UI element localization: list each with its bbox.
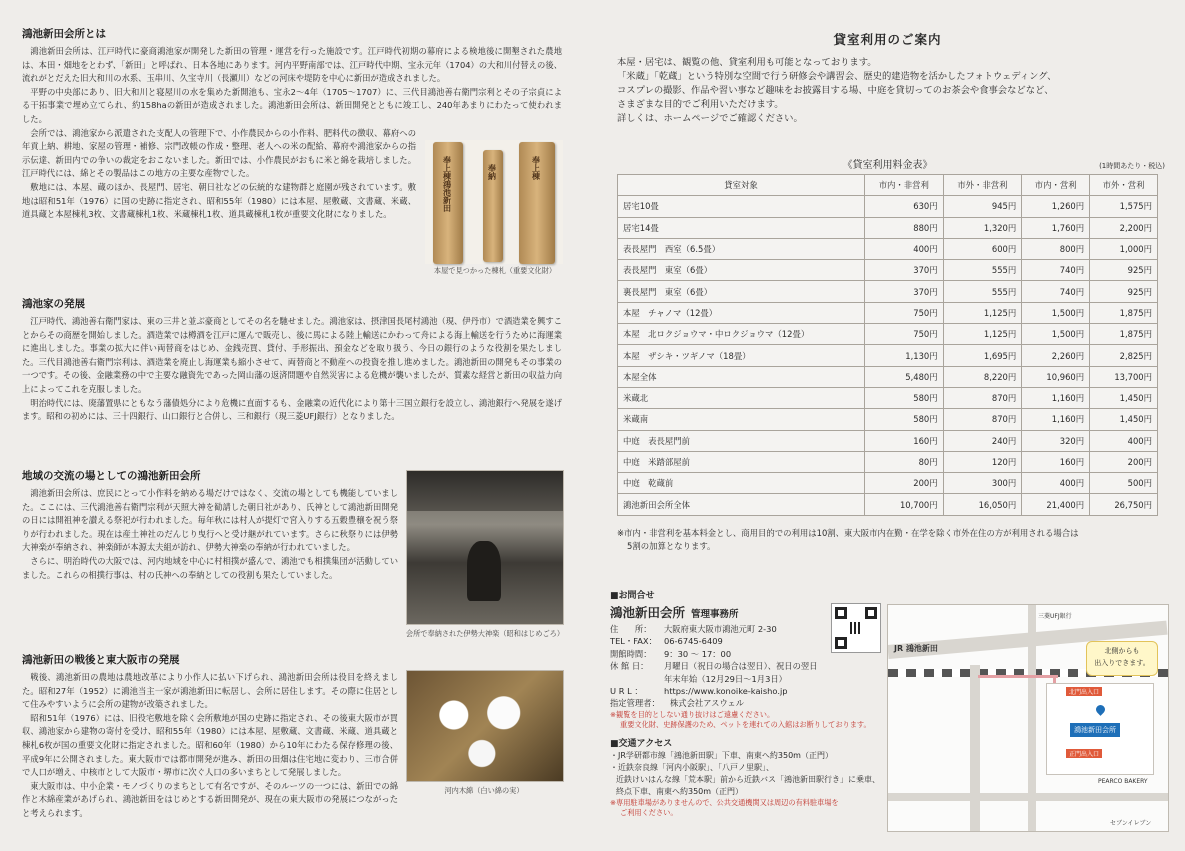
paragraph: 明治時代には、廃藩置県にともなう藩債処分により危機に直面するも、金融業の近代化により第十三国立銀行を設立し、鴻池銀行へ発展を遂げます。昭和の初めには、三十四銀行、山口銀行と合併し、三和銀行（現三菱UFJ銀行）となりました。 [22, 397, 562, 422]
room-name-cell: 米蔵北 [618, 387, 865, 408]
price-cell: 1,875円 [1090, 324, 1158, 345]
access-block: ■交通アクセス ・JR学研都市線「鴻池新田駅」下車、南東へ約350m（正門） ・近鉄奈良線「河内小阪駅」、「八戸ノ里駅」、 近鉄けいはんな線「荒本駅」前から近鉄バス「鴻池新田駅行き」に乗車、 終点下車、南東へ約350m（正門） ※専用駐車場がありませんので、公共交通機関又は周辺の有料駐車場を ご利用ください。 [610, 739, 880, 817]
price-cell: 21,400円 [1022, 494, 1090, 515]
room-name-cell: 中庭 乾蔵前 [618, 473, 865, 494]
price-cell: 1,320円 [943, 217, 1022, 238]
room-name-cell: 本屋 北ロクジョウマ・中ロクジョウマ（12畳） [618, 324, 865, 345]
photo-caption: 本屋で見つかった棟札（重要文化財） [433, 266, 557, 275]
table-header-row: 貸室対象 市内・非営利 市外・非営利 市内・営利 市外・営利 [618, 175, 1158, 196]
room-name-cell: 居宅14畳 [618, 217, 865, 238]
table-row [618, 281, 1158, 302]
closed-days: 月曜日（祝日の場合は翌日）、祝日の翌日 [664, 661, 818, 672]
photo-caption: 会所で奉納された伊勢大神楽（昭和はじめごろ） [405, 629, 565, 638]
price-cell: 1,260円 [1022, 196, 1090, 217]
price-cell: 1,450円 [1090, 387, 1158, 408]
paragraph: 昭和51年（1976）には、旧役宅敷地を除く会所敷地が国の史跡に指定され、その後東大阪市が買収、鴻池家から建物の寄付を受け、昭和55年（1980）には本屋、屋敷蔵、文書蔵、米蔵、道具蔵と棟札6枚が国の重要文化財に指定されました。昭和60年（1980）から10年にわたる保存修理の後、平成9年に公開されました。東大阪市では都市開発が進み、新田の田畑は住宅地に変わり、三市合併で人口が増え、中核市として大阪市・堺市に次ぐ人口の多いまちとして発展しました。 [22, 712, 398, 778]
price-cell: 1,575円 [1090, 196, 1158, 217]
table-row [618, 409, 1158, 430]
room-name-cell: 表長屋門 西室（6.5畳） [618, 238, 865, 259]
munafuda-photo: 奉上棟鴻池新田 奉納 奉上棟 [425, 140, 563, 264]
price-cell: 200円 [1090, 451, 1158, 472]
room-name-cell: 鴻池新田会所全体 [618, 494, 865, 515]
price-cell: 740円 [1022, 260, 1090, 281]
price-cell: 320円 [1022, 430, 1090, 451]
price-cell: 600円 [943, 238, 1022, 259]
price-cell: 300円 [943, 473, 1022, 494]
room-name-cell: 表長屋門 東室（6畳） [618, 260, 865, 281]
phone: 06-6745-6409 [664, 636, 723, 647]
price-cell: 870円 [943, 409, 1022, 430]
price-cell: 1,125円 [943, 302, 1022, 323]
address: 大阪府東大阪市鴻池元町 2-30 [664, 624, 777, 634]
table-row [618, 345, 1158, 366]
price-cell: 945円 [943, 196, 1022, 217]
price-cell: 13,700円 [1090, 366, 1158, 387]
price-cell: 2,260円 [1022, 345, 1090, 366]
price-cell: 1,500円 [1022, 324, 1090, 345]
access-heading: ■交通アクセス [610, 739, 673, 749]
room-name-cell: 米蔵南 [618, 409, 865, 430]
price-cell: 400円 [1022, 473, 1090, 494]
paragraph: さらに、明治時代の大阪では、河内地域を中心に村相撲が盛んで、鴻池でも相撲集団が活動していました。これらの相撲行事は、村の氏神への奉納としての役割も果たしていました。 [22, 555, 398, 580]
price-cell: 240円 [943, 430, 1022, 451]
table-row [618, 473, 1158, 494]
price-cell: 370円 [865, 260, 944, 281]
price-cell: 580円 [865, 387, 944, 408]
price-cell: 580円 [865, 409, 944, 430]
room-name-cell: 居宅10畳 [618, 196, 865, 217]
section-postwar [22, 652, 398, 821]
table-row [618, 238, 1158, 259]
price-cell: 8,220円 [943, 366, 1022, 387]
price-cell: 870円 [943, 387, 1022, 408]
warning-text: 重要文化財、史跡保護のため、ペットを連れての入館はお断りしております。 [620, 719, 871, 729]
room-name-cell: 本屋 ザシキ・ツギノマ（18畳） [618, 345, 865, 366]
table-row [618, 217, 1158, 238]
price-cell: 1,160円 [1022, 387, 1090, 408]
price-cell: 1,500円 [1022, 302, 1090, 323]
photo-caption: 河内木綿（白い綿の実） [444, 786, 524, 795]
manager: 株式会社アスウェル [670, 698, 745, 709]
room-name-cell: 中庭 表長屋門前 [618, 430, 865, 451]
north-gate-label: 北門出入口 [1066, 687, 1102, 696]
price-cell: 5,480円 [865, 366, 944, 387]
price-cell: 370円 [865, 281, 944, 302]
callout-north-entrance: 北側からも 出入りできます。 [1086, 641, 1158, 676]
table-row [618, 494, 1158, 515]
price-cell: 10,960円 [1022, 366, 1090, 387]
bank-label: 三菱UFJ銀行 [1038, 613, 1072, 620]
section-title: 地域の交流の場としての鴻池新田会所 [22, 470, 201, 482]
price-cell: 120円 [943, 451, 1022, 472]
fee-note: ※市内・非営利を基本料金とし、商用目的での利用は10割、東大阪市内在勤・在学を除く市外在住の方が利用される場合は 5割の加算となります。 [617, 528, 1079, 551]
table-row [618, 260, 1158, 281]
station-label: JR 鴻池新田 [894, 644, 938, 653]
warning-text: ※観覧を目的としない通り抜けはご遠慮ください。 [610, 709, 775, 719]
organization-name: 鴻池新田会所 管理事務所 [610, 605, 739, 620]
section-title: 鴻池新田会所とは [22, 28, 106, 40]
table-row [618, 366, 1158, 387]
fee-table [617, 174, 1158, 516]
website-link[interactable]: https://www.konoike-kaisho.jp [664, 686, 788, 697]
paragraph: 東大阪市は、中小企業・モノづくりのまちとして有名ですが、そのルーツの一つには、新田での綿作と木綿産業があげられ、鴻池新田をはじめとする新田開発が、現在の東大阪市の発展につながったと考えられます。 [22, 780, 398, 818]
cotton-photo [406, 670, 564, 782]
price-cell: 1,130円 [865, 345, 944, 366]
opening-hours: 9：30 ～ 17：00 [664, 648, 732, 659]
price-cell: 1,875円 [1090, 302, 1158, 323]
price-cell: 1,160円 [1022, 409, 1090, 430]
price-cell: 800円 [1022, 238, 1090, 259]
paragraph: 鴻池新田会所は、江戸時代に豪商鴻池家が開発した新田の管理・運営を行った施設です。江戸時代初期の幕府による検地後に開墾された農地は、本田・畑地をとわず、「新田」と呼ばれ、日本各地にあります。河内平野南部では、江戸時代中期、宝永元年（1704）の大和川付替えの後、流れがとだえた旧大和川の水系、玉串川、久宝寺川（長瀬川）などの河床や堤防を中心に新田が造成されました。 [22, 46, 562, 84]
paragraph: 戦後、鴻池新田の農地は農地改革により小作人に払い下げられ、鴻池新田会所は役目を終えました。昭和27年（1952）に鴻池当主一家が鴻池新田に転居し、会所に居住します。その際に住居として住みやすいように会所の建物が改築されました。 [22, 672, 398, 710]
price-cell: 160円 [865, 430, 944, 451]
price-cell: 10,700円 [865, 494, 944, 515]
rental-column [590, 0, 1185, 851]
table-row [618, 451, 1158, 472]
price-cell: 400円 [865, 238, 944, 259]
fee-table-title: 《貸室利用料金表》 [842, 160, 933, 171]
price-cell: 740円 [1022, 281, 1090, 302]
room-name-cell: 裏長屋門 東室（6畳） [618, 281, 865, 302]
price-cell: 750円 [865, 324, 944, 345]
paragraph: 平野の中央部にあり、旧大和川と寝屋川の水を集めた新開池も、宝永2～4年（1705～1707）に、三代目鴻池善右衛門宗利とその子宗貞による干拓事業で埋め立てられ、約158haの新田が造成されました。鴻池新田会所は、新田開発とともに竣工し、240年あまりにわたって使われました。 [22, 86, 562, 124]
price-cell: 925円 [1090, 260, 1158, 281]
bakery-label: PEARCO BAKERY [1098, 778, 1148, 785]
price-cell: 2,825円 [1090, 345, 1158, 366]
history-column [0, 0, 590, 851]
table-row [618, 196, 1158, 217]
price-cell: 880円 [865, 217, 944, 238]
room-name-cell: 本屋全体 [618, 366, 865, 387]
price-cell: 750円 [865, 302, 944, 323]
price-cell: 26,750円 [1090, 494, 1158, 515]
qr-code-icon[interactable] [831, 603, 881, 653]
price-cell: 925円 [1090, 281, 1158, 302]
section-community [22, 468, 398, 582]
rental-intro: 本屋・居宅は、観覧の他、貸室利用も可能となっております。 「米蔵」「乾蔵」という特別な空間で行う研修会や講習会、歴史的建造物を活かしたフォトウェディング、 コスプレの撮影、作品や習い事など趣味をお披露目する場、中庭を貸切ってのお茶会や食事会などなど、 さまざまな目的でご利用いただけます。 詳しくは、ホームページでご確認ください。 [617, 57, 1057, 124]
south-gate-label: 正門出入口 [1066, 749, 1102, 758]
table-row [618, 302, 1158, 323]
paragraph: 会所では、鴻池家から派遣された支配人の管理下で、小作農民からの小作料、肥料代の徴収、幕府への年貢上納、耕地、家屋の管理・補修、宗門改帳の作成・整理、老人への米の配給、幕府や鴻池家からの指示伝達、新田内での争いの裁定をおこないました。新田では、小作農民がおもに米と綿を栽培しました。江戸時代には、綿とその製品はこの地方の主要な産物でした。 [22, 127, 416, 179]
price-cell: 555円 [943, 260, 1022, 281]
fee-table-unit: (1時間あたり・税込) [1099, 162, 1165, 170]
paragraph: 鴻池新田会所は、庶民にとって小作料を納める場だけではなく、交流の場としても機能していました。ここには、三代鴻池善右衛門宗利が天照大神を勧請した朝日社があり、氏神として鴻池新田開発の日には開祖神を讃える祭祀が行われました。毎年秋には村人が提灯で宮入りする五穀豊穣を祝う祭りが行われました。現在は産土神社のだんじり曳行へと受け継がれています。さらに秋祭りには伊勢大神楽が奉納され、神楽師が本源太夫組が訪れ、伊勢大神楽の奉納が行われていました。 [22, 488, 398, 553]
price-cell: 2,200円 [1090, 217, 1158, 238]
price-cell: 555円 [943, 281, 1022, 302]
section-title: 鴻池家の発展 [22, 298, 85, 310]
price-cell: 1,695円 [943, 345, 1022, 366]
paragraph: 敷地には、本屋、蔵のほか、長屋門、居宅、朝日社などの伝統的な建物群と庭園が残されています。敷地は昭和51年（1976）に国の史跡に指定され、昭和55年（1980）には本屋、屋敷蔵、文書蔵、米蔵、道具蔵と本屋棟札3枚、文書蔵棟札1枚、米蔵棟札1枚、道具蔵棟札1枚が重要文化財になりました。 [22, 181, 416, 220]
contact-block: ■お問合せ 鴻池新田会所 管理事務所 住 所： 大阪府東大阪市鴻池元町 2-30 TEL・FAX： 06-6745-6409 開館時間： 9：30 ～ 17：00 休 館 日： 月曜日（祝日の場合は翌日）、祝日の翌日 年末年始（12月29日～1月3日） U R L ： https://www.konoike-kaisho.jp 指定管理者： 株式会社アスウェル ※観覧を目的としない通り抜けはご遠慮ください。 重要文化財、史跡保護のため、ペットを連れての入館はお断りしております。 [610, 588, 880, 730]
contact-heading: ■お問合せ [610, 591, 655, 601]
table-row [618, 387, 1158, 408]
price-cell: 80円 [865, 451, 944, 472]
convenience-store-label: セブンイレブン [1110, 820, 1152, 827]
access-map[interactable] [887, 604, 1169, 832]
price-cell: 630円 [865, 196, 944, 217]
price-cell: 16,050円 [943, 494, 1022, 515]
table-row [618, 324, 1158, 345]
room-name-cell: 本屋 チャノマ（12畳） [618, 302, 865, 323]
section-konoike-family [22, 296, 562, 424]
price-cell: 1,760円 [1022, 217, 1090, 238]
price-cell: 1,000円 [1090, 238, 1158, 259]
rental-title: 貸室利用のご案内 [833, 32, 942, 47]
section-title: 鴻池新田の戦後と東大阪市の発展 [22, 654, 180, 666]
price-cell: 400円 [1090, 430, 1158, 451]
paragraph: 江戸時代、鴻池善右衛門家は、東の三井と並ぶ豪商としてその名を馳せました。鴻池家は、摂津国長尾村鴻池（現、伊丹市）で酒造業を興すことからその商歴を開始しました。酒造業では樽酒を江戸に運んで販売し、後に馬による陸上輸送にかわって舟による海上輸送を行うために海運業に進出しました。事業の拡大に伴い両替商をはじめ、金銭売買、貸付、手形振出、預金などを取り扱う、今日の銀行のような役割を果たしました。三代目鴻池善右衛門宗利は、酒造業を廃止し海運業も縮小させて、両替商と不動産への投資を推し進めました。鴻池新田の開発もその事業の一つです。その後、金融業務の中で主要な融資先であった岡山藩の返済問題や自然災害による危機が襲いましたが、質素な経営と新田の収益力向上によってこれを克服しました。 [22, 316, 562, 394]
kagura-photo [406, 470, 564, 625]
price-cell: 1,450円 [1090, 409, 1158, 430]
venue-label: 鴻池新田会所 [1070, 723, 1120, 737]
price-cell: 200円 [865, 473, 944, 494]
price-cell: 1,125円 [943, 324, 1022, 345]
room-name-cell: 中庭 米踏部屋前 [618, 451, 865, 472]
price-cell: 160円 [1022, 451, 1090, 472]
price-cell: 500円 [1090, 473, 1158, 494]
table-row [618, 430, 1158, 451]
